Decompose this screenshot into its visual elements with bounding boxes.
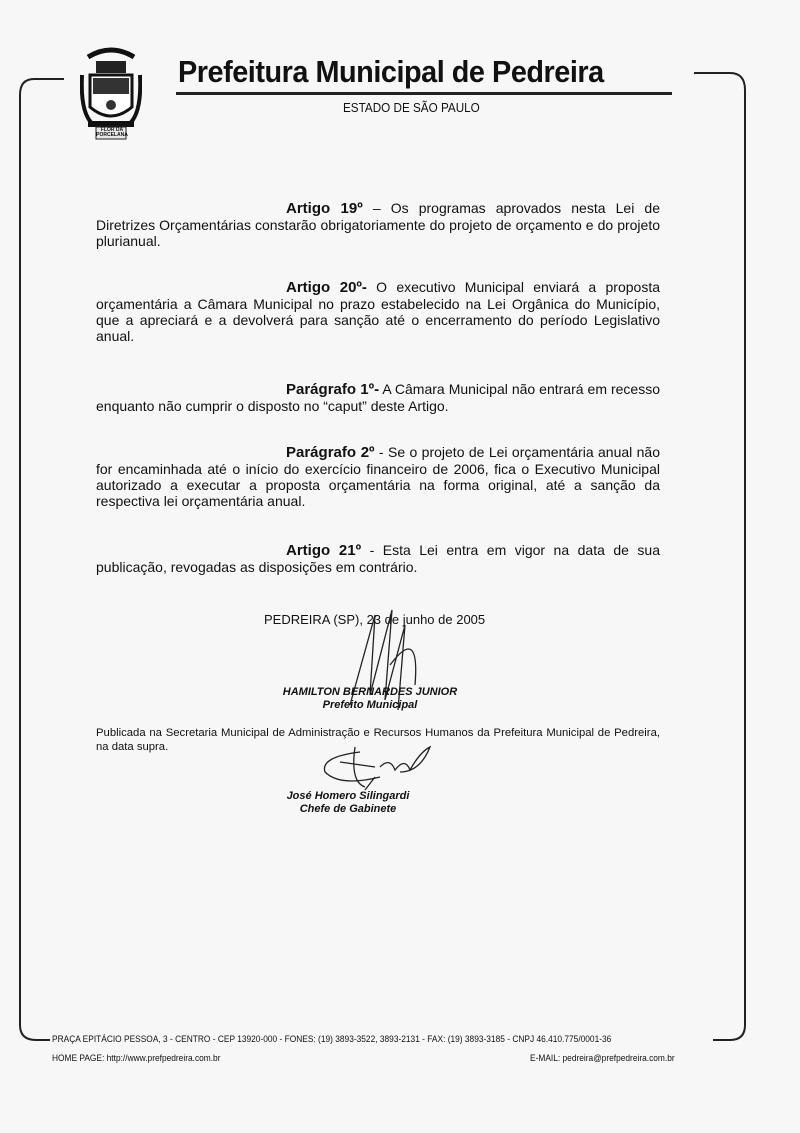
signatory-role: Prefeito Municipal: [322, 699, 418, 711]
title-underline: [176, 92, 672, 95]
article-label: Artigo 21º: [286, 542, 362, 559]
article-text: - Esta Lei entra em vigor na data de sua publicação, revogadas as disposições em contrário.: [96, 542, 660, 575]
article-label: Artigo 19º: [286, 200, 363, 217]
article-text: - Se o projeto de Lei orçamentária anual não for encaminhada até o início do exercício financeiro de 2006, fica o Executivo Municipal autorizado a executar a proposta orçamentária na forma original, até a sanção da respectiva lei orçamentária anual.: [96, 444, 661, 509]
footer-address: PRAÇA EPITÁCIO PESSOA, 3 - CENTRO - CEP 13920-000 - FONES: (19) 3893-3522, 3893-2131 - FAX: (19) 3893-3185 - CNPJ 46.410.775/0001-36: [52, 1034, 612, 1045]
footer-email: E-MAIL: pedreira@prefpedreira.com.br: [530, 1053, 675, 1064]
footer-homepage: HOME PAGE: http://www.prefpedreira.com.br: [52, 1053, 221, 1064]
article-text: – Os programas aprovados nesta Lei de Diretrizes Orçamentárias constarão obrigatoriamente do projeto de orçamento e do projeto plurianual.: [96, 200, 660, 249]
signatory-name: José Homero Silingardi: [286, 790, 410, 802]
article-20: [96, 279, 660, 344]
page-subtitle: ESTADO DE SÃO PAULO: [343, 100, 480, 115]
article-text: O executivo Municipal enviará a proposta orçamentária a Câmara Municipal no prazo estabelecido na Lei Orgânica do Município, que a apreciará e a devolverá para sanção até o encerramento do período Legislativo anual.: [96, 279, 660, 344]
article-label: Parágrafo 1º-: [286, 381, 380, 398]
signatory-name: HAMILTON BERNARDES JUNIOR: [282, 686, 458, 698]
article-21: [96, 542, 660, 575]
publication-note: Publicada na Secretaria Municipal de Administração e Recursos Humanos da Prefeitura Municipal de Pedreira, na data supra.: [96, 727, 660, 753]
article-19: [96, 200, 660, 249]
article-label: Artigo 20º-: [286, 279, 367, 296]
signatory-role: Chefe de Gabinete: [299, 803, 397, 815]
crest-motto: FLOR DA PORCELANA: [96, 127, 128, 138]
date-line: PEDREIRA (SP), 23 de junho de 2005: [264, 612, 486, 627]
municipal-crest-logo: [80, 45, 142, 140]
article-label: Parágrafo 2º: [286, 444, 375, 461]
paragraph-2: [96, 444, 660, 509]
page-title: Prefeitura Municipal de Pedreira: [178, 54, 604, 89]
article-text: A Câmara Municipal não entrará em recesso enquanto não cumprir o disposto no “caput” deste Artigo.: [96, 381, 660, 414]
chief-signature: [320, 742, 440, 792]
paragraph-1: [96, 381, 660, 414]
